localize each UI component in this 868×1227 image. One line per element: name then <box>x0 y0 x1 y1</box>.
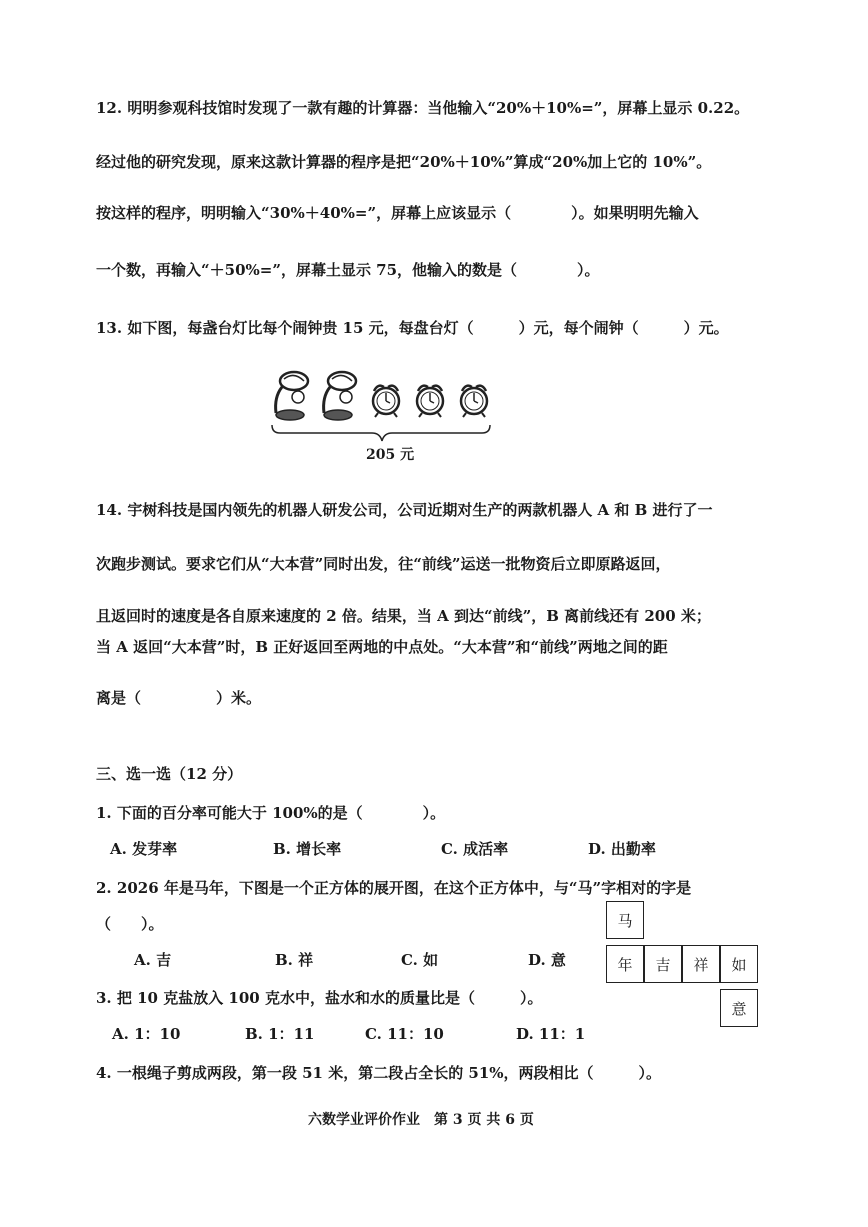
s3-q3-option-a: A. 1：10 <box>112 1025 181 1043</box>
cube-net-cell-ji: 吉 <box>644 945 682 983</box>
alarm-clock-icon <box>461 386 487 417</box>
q14-line-5: 离是（ ）米。 <box>96 689 262 707</box>
q14-line-3: 且返回时的速度是各自原来速度的 2 倍。结果，当 A 到达“前线”，B 离前线还有 200 米； <box>96 607 711 625</box>
page-footer: 六数学业评价作业 第 3 页 共 6 页 <box>308 1112 534 1128</box>
s3-q2-option-a: A. 吉 <box>134 951 172 969</box>
s3-q3-option-c: C. 11：10 <box>365 1025 444 1043</box>
desk-lamp-icon <box>276 372 308 420</box>
s3-q2-option-c: C. 如 <box>401 951 439 969</box>
q13-total-label: 205 元 <box>366 447 415 463</box>
q14-line-2: 次跑步测试。要求它们从“大本营”同时出发，往“前线”运送一批物资后立即原路返回， <box>96 555 671 573</box>
s3-q2-option-b: B. 祥 <box>275 951 314 969</box>
q12-line-2: 经过他的研究发现，原来这款计算器的程序是把“20%＋10%”算成“20%加上它的 10%”。 <box>96 153 712 171</box>
q12-line-1: 12. 明明参观科技馆时发现了一款有趣的计算器：当他输入“20%＋10%=”，屏幕上显示 0.22。 <box>96 99 750 117</box>
s3-q4-stem: 4. 一根绳子剪成两段，第一段 51 米，第二段占全长的 51%，两段相比（ ）。 <box>96 1064 662 1082</box>
s3-q1-option-a: A. 发芽率 <box>110 840 178 858</box>
cube-net-cell-xiang: 祥 <box>682 945 720 983</box>
s3-q3-stem: 3. 把 10 克盐放入 100 克水中，盐水和水的质量比是（ ）。 <box>96 989 543 1007</box>
cube-net <box>604 899 764 1035</box>
s3-q1-option-b: B. 增长率 <box>273 840 342 858</box>
q12-line-3: 按这样的程序，明明输入“30%＋40%=”，屏幕上应该显示（ ）。如果明明先输入 <box>96 204 699 222</box>
q14-line-4: 当 A 返回“大本营”时，B 正好返回至两地的中点处。“大本营”和“前线”两地之间的距 <box>96 638 668 656</box>
q14-line-1: 14. 宇树科技是国内领先的机器人研发公司，公司近期对生产的两款机器人 A 和 B 进行了一 <box>96 501 713 519</box>
desk-lamp-icon <box>324 372 356 420</box>
s3-q3-option-d: D. 11：1 <box>516 1025 586 1043</box>
section-3-heading: 三、选一选（12 分） <box>96 765 243 783</box>
s3-q2-stem-2: （ ）。 <box>96 915 164 933</box>
cube-net-cell-yi: 意 <box>720 989 758 1027</box>
total-brace <box>272 425 490 441</box>
cube-net-cell-ru: 如 <box>720 945 758 983</box>
s3-q1-stem: 1. 下面的百分率可能大于 100%的是（ ）。 <box>96 804 446 822</box>
cube-net-cell-ma: 马 <box>606 901 644 939</box>
cube-net-cell-nian: 年 <box>606 945 644 983</box>
s3-q1-option-d: D. 出勤率 <box>588 840 656 858</box>
q12-line-4: 一个数，再输入“＋50%=”，屏幕土显示 75，他输入的数是（ ）。 <box>96 261 600 279</box>
s3-q2-stem: 2. 2026 年是马年，下图是一个正方体的展开图，在这个正方体中，与“马”字相对的字是 <box>96 879 692 897</box>
s3-q2-option-d: D. 意 <box>528 951 566 969</box>
q13-figure <box>268 365 498 465</box>
alarm-clock-icon <box>373 386 399 417</box>
s3-q1-option-c: C. 成活率 <box>441 840 509 858</box>
alarm-clock-icon <box>417 386 443 417</box>
q13-line-1: 13. 如下图，每盏台灯比每个闹钟贵 15 元，每盘台灯（ ）元，每个闹钟（ ）元。 <box>96 319 729 337</box>
s3-q3-option-b: B. 1：11 <box>245 1025 315 1043</box>
